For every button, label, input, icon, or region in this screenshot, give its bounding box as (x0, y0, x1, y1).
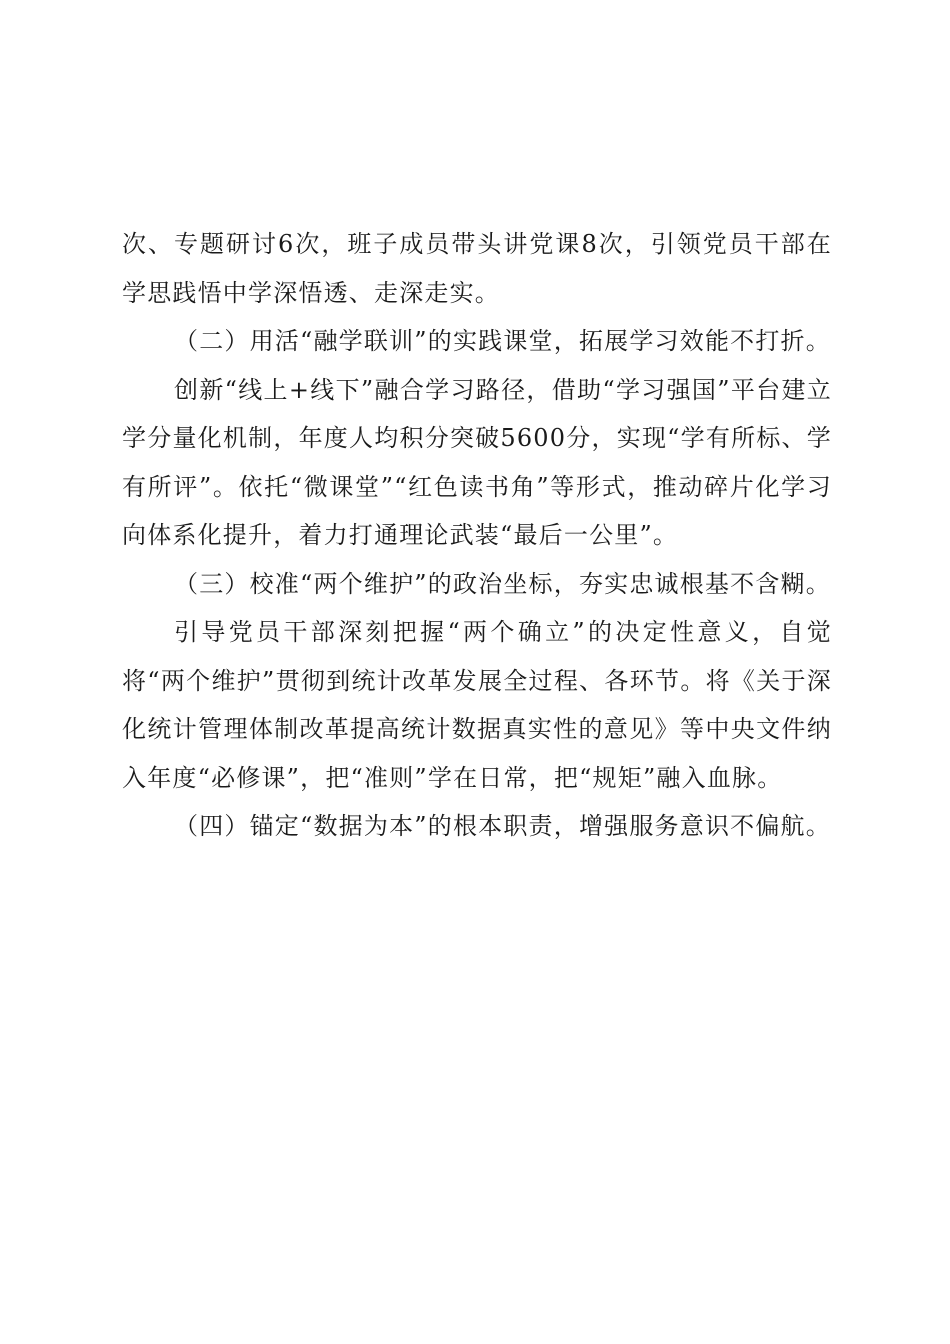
paragraph-two-safeguards: 引导党员干部深刻把握“两个确立”的决定性意义，自觉将“两个维护”贯彻到统计改革发展全过程、各环节。将《关于深化统计管理体制改革提高统计数据真实性的意见》等中央文件纳入年度“必修课”，把“准则”学在日常，把“规矩”融入血脉。 (122, 618, 832, 792)
document-body (122, 220, 832, 851)
section-heading-2: （二）用活“融学联训”的实践课堂，拓展学习效能不打折。 (174, 327, 831, 355)
section-heading-4: （四）锚定“数据为本”的根本职责，增强服务意识不偏航。 (174, 812, 831, 840)
paragraph-online-learning: 创新“线上+线下”融合学习路径，借助“学习强国”平台建立学分量化机制，年度人均积分突破5600分，实现“学有所标、学有所评”。依托“微课堂”“红色读书角”等形式，推动碎片化学习向体系化提升，着力打通理论武装“最后一公里”。 (122, 375, 832, 549)
paragraph-continued: 次、专题研讨6次，班子成员带头讲党课8次，引领党员干部在学思践悟中学深悟透、走深走实。 (122, 230, 832, 307)
section-heading-3: （三）校准“两个维护”的政治坐标，夯实忠诚根基不含糊。 (174, 569, 831, 598)
